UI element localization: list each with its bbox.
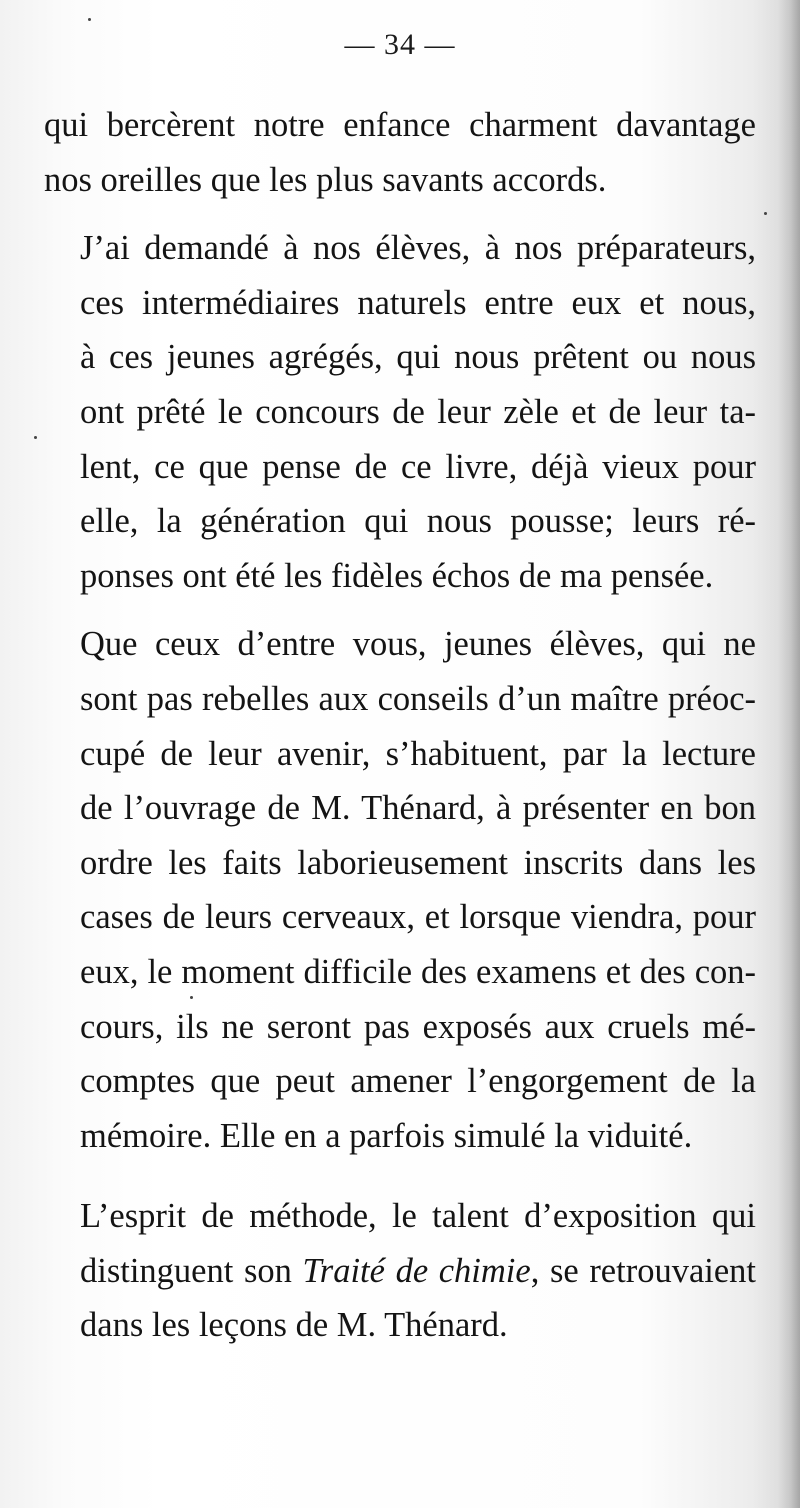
text-line: à ces jeunes agrégés, qui nous prêtent ou nous	[80, 338, 756, 377]
text-line: ordre les faits laborieusement inscrits dans les	[80, 843, 756, 882]
text-line: comptes que peut amener l’engorgement de la	[80, 1062, 756, 1101]
paper-speck	[88, 18, 91, 21]
text-line	[44, 1244, 756, 1299]
text-line: cours, ils ne seront pas exposés aux cruels mé-	[80, 1007, 756, 1046]
paper-speck	[34, 436, 37, 439]
text-run: distinguent son	[80, 1251, 303, 1290]
paper-speck	[190, 996, 193, 999]
text-line: lent, ce que pense de ce livre, déjà vieux pour	[80, 447, 756, 486]
body-text	[44, 98, 756, 1353]
page-number: — 34 —	[344, 28, 456, 61]
text-line: qui bercèrent notre enfance charment davantage	[44, 106, 756, 144]
book-title-italic: Traité de chimie	[302, 1251, 531, 1290]
paragraph-2	[44, 221, 756, 603]
text-line: sont pas rebelles aux conseils d’un maître préoc-	[80, 679, 756, 718]
text-line: nos oreilles que les plus savants accords.	[44, 160, 607, 199]
paragraph-3	[44, 617, 756, 1163]
text-line: dans les leçons de M. Thénard.	[80, 1306, 508, 1345]
text-line: cases de leurs cerveaux, et lorsque viendra, pour	[80, 898, 756, 937]
paragraph-1	[44, 98, 756, 207]
text-line: ont prêté le concours de leur zèle et de leur ta-	[80, 392, 756, 431]
text-line: ponses ont été les fidèles échos de ma pensée.	[80, 556, 714, 595]
text-line: cupé de leur avenir, s’habituent, par la lecture	[80, 734, 756, 773]
text-line: mémoire. Elle en a parfois simulé la viduité.	[80, 1116, 693, 1155]
page-edge-shadow	[778, 0, 800, 1508]
text-line: Que ceux d’entre vous, jeunes élèves, qui ne	[80, 625, 756, 664]
text-line: ces intermédiaires naturels entre eux et nous,	[80, 283, 756, 322]
text-line: J’ai demandé à nos élèves, à nos préparateurs,	[80, 229, 756, 268]
text-run: , se retrouvaient	[530, 1251, 756, 1290]
paragraph-4	[44, 1189, 756, 1353]
text-line: de l’ouvrage de M. Thénard, à présenter en bon	[80, 789, 756, 828]
text-line: elle, la génération qui nous pousse; leurs ré-	[80, 502, 756, 541]
text-line: L’esprit de méthode, le talent d’exposition qui	[80, 1197, 756, 1236]
text-line: eux, le moment difficile des examens et des con-	[80, 952, 756, 991]
paper-speck	[764, 212, 767, 215]
